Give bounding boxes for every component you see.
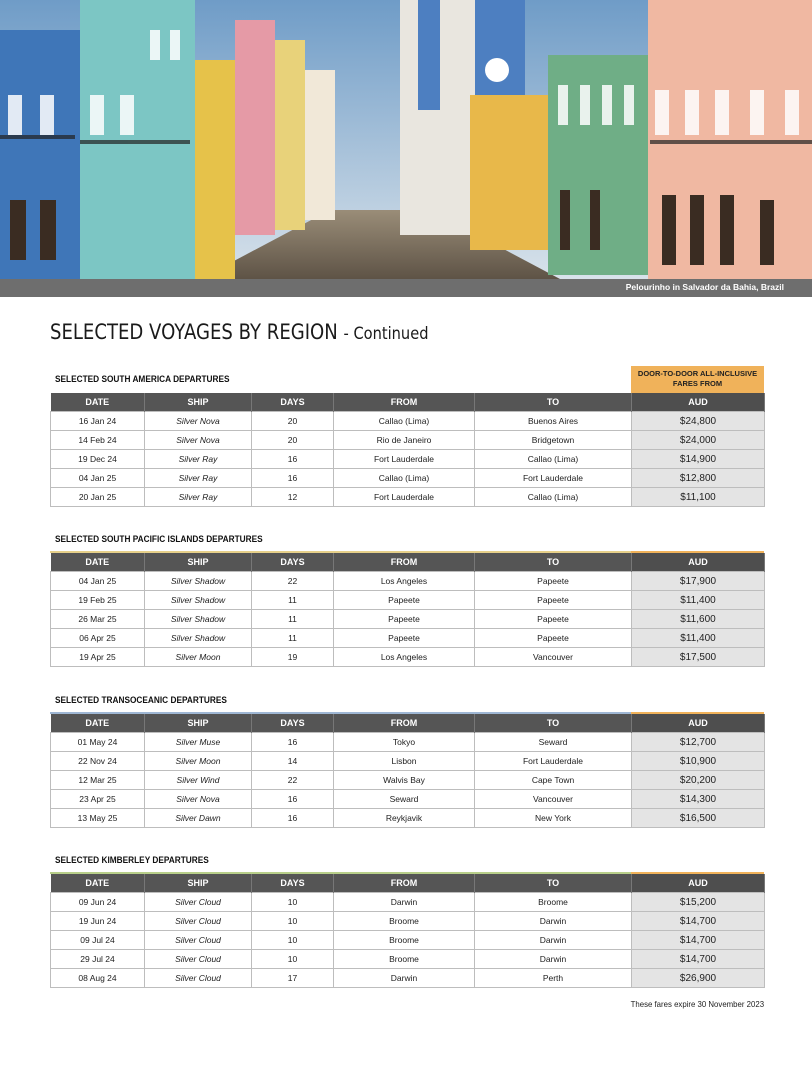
table-row <box>51 809 765 828</box>
col-header-date: DATE <box>51 714 145 733</box>
cell-days: 19 <box>252 648 334 667</box>
cell-from: Broome <box>334 950 475 969</box>
cell-days: 10 <box>252 950 334 969</box>
cell-date: 19 Feb 25 <box>51 591 145 610</box>
col-header-aud: AUD <box>632 553 765 572</box>
col-header-ship: SHIP <box>145 393 252 412</box>
cell-date: 09 Jul 24 <box>51 931 145 950</box>
cell-to: Papeete <box>475 629 632 648</box>
cell-days: 10 <box>252 893 334 912</box>
cell-to: Vancouver <box>475 648 632 667</box>
table-header-row <box>51 714 765 733</box>
cell-from: Reykjavik <box>334 809 475 828</box>
col-header-aud: AUD <box>632 714 765 733</box>
table-row <box>51 591 765 610</box>
cell-from: Los Angeles <box>334 648 475 667</box>
cell-days: 16 <box>252 809 334 828</box>
cell-from: Callao (Lima) <box>334 469 475 488</box>
cell-from: Papeete <box>334 591 475 610</box>
cell-ship: Silver Moon <box>145 752 252 771</box>
cell-from: Callao (Lima) <box>334 412 475 431</box>
col-header-to: TO <box>475 393 632 412</box>
cell-from: Seward <box>334 790 475 809</box>
cell-to: Darwin <box>475 912 632 931</box>
cell-days: 10 <box>252 931 334 950</box>
cell-from: Fort Lauderdale <box>334 450 475 469</box>
cell-from: Rio de Janeiro <box>334 431 475 450</box>
cell-from: Broome <box>334 931 475 950</box>
cell-ship: Silver Shadow <box>145 629 252 648</box>
cell-price: $14,900 <box>632 450 765 469</box>
cell-ship: Silver Nova <box>145 790 252 809</box>
cell-ship: Silver Cloud <box>145 969 252 988</box>
cell-date: 04 Jan 25 <box>51 572 145 591</box>
cell-price: $24,800 <box>632 412 765 431</box>
table-row <box>51 893 765 912</box>
cell-price: $14,700 <box>632 950 765 969</box>
cell-to: Papeete <box>475 591 632 610</box>
cell-to: Callao (Lima) <box>475 488 632 507</box>
cell-date: 22 Nov 24 <box>51 752 145 771</box>
cell-price: $14,700 <box>632 931 765 950</box>
col-header-days: DAYS <box>252 714 334 733</box>
col-header-aud: AUD <box>632 393 765 412</box>
col-header-ship: SHIP <box>145 714 252 733</box>
cell-price: $17,900 <box>632 572 765 591</box>
cell-to: Buenos Aires <box>475 412 632 431</box>
col-header-to: TO <box>475 874 632 893</box>
cell-date: 19 Apr 25 <box>51 648 145 667</box>
cell-date: 08 Aug 24 <box>51 969 145 988</box>
col-header-days: DAYS <box>252 393 334 412</box>
table-row <box>51 431 765 450</box>
page-title-main: SELECTED VOYAGES BY REGION <box>50 320 338 344</box>
cell-date: 04 Jan 25 <box>51 469 145 488</box>
cell-price: $26,900 <box>632 969 765 988</box>
cell-date: 29 Jul 24 <box>51 950 145 969</box>
hero-photo <box>0 0 812 279</box>
col-header-from: FROM <box>334 553 475 572</box>
col-header-date: DATE <box>51 393 145 412</box>
section-title: SELECTED KIMBERLEY DEPARTURES <box>55 855 209 865</box>
cell-price: $11,100 <box>632 488 765 507</box>
voyages-table <box>50 714 765 828</box>
cell-days: 12 <box>252 488 334 507</box>
photo-caption-bar <box>0 279 812 297</box>
cell-date: 09 Jun 24 <box>51 893 145 912</box>
section-title: SELECTED TRANSOCEANIC DEPARTURES <box>55 695 227 705</box>
cell-days: 16 <box>252 733 334 752</box>
voyages-table <box>50 553 765 667</box>
table-header-row <box>51 393 765 412</box>
cell-to: Broome <box>475 893 632 912</box>
table-row <box>51 412 765 431</box>
cell-price: $11,400 <box>632 591 765 610</box>
page-title-continued: - Continued <box>343 324 429 344</box>
cell-from: Darwin <box>334 969 475 988</box>
cell-date: 14 Feb 24 <box>51 431 145 450</box>
cell-to: Papeete <box>475 610 632 629</box>
cell-ship: Silver Nova <box>145 412 252 431</box>
cell-from: Walvis Bay <box>334 771 475 790</box>
cell-to: Cape Town <box>475 771 632 790</box>
cell-date: 01 May 24 <box>51 733 145 752</box>
cell-ship: Silver Shadow <box>145 572 252 591</box>
cell-price: $17,500 <box>632 648 765 667</box>
cell-price: $16,500 <box>632 809 765 828</box>
col-header-date: DATE <box>51 874 145 893</box>
cell-price: $24,000 <box>632 431 765 450</box>
table-row <box>51 790 765 809</box>
table-header-row <box>51 874 765 893</box>
cell-price: $11,600 <box>632 610 765 629</box>
cell-date: 23 Apr 25 <box>51 790 145 809</box>
col-header-aud: AUD <box>632 874 765 893</box>
cell-ship: Silver Ray <box>145 469 252 488</box>
table-row <box>51 771 765 790</box>
cell-date: 06 Apr 25 <box>51 629 145 648</box>
cell-days: 11 <box>252 591 334 610</box>
table-row <box>51 572 765 591</box>
col-header-to: TO <box>475 553 632 572</box>
page-title <box>50 320 428 344</box>
cell-price: $12,800 <box>632 469 765 488</box>
table-row <box>51 969 765 988</box>
cell-date: 16 Jan 24 <box>51 412 145 431</box>
cell-ship: Silver Dawn <box>145 809 252 828</box>
cell-date: 26 Mar 25 <box>51 610 145 629</box>
photo-caption: Pelourinho in Salvador da Bahia, Brazil <box>625 282 784 292</box>
cell-ship: Silver Cloud <box>145 893 252 912</box>
cell-days: 11 <box>252 610 334 629</box>
cell-price: $15,200 <box>632 893 765 912</box>
table-row <box>51 629 765 648</box>
cell-to: Vancouver <box>475 790 632 809</box>
table-row <box>51 912 765 931</box>
cell-to: Fort Lauderdale <box>475 752 632 771</box>
table-row <box>51 488 765 507</box>
cell-days: 11 <box>252 629 334 648</box>
cell-price: $14,700 <box>632 912 765 931</box>
cell-from: Papeete <box>334 610 475 629</box>
table-header-row <box>51 553 765 572</box>
cell-days: 20 <box>252 412 334 431</box>
table-row <box>51 469 765 488</box>
cell-from: Lisbon <box>334 752 475 771</box>
voyages-table <box>50 393 765 507</box>
cell-ship: Silver Ray <box>145 488 252 507</box>
cell-ship: Silver Shadow <box>145 610 252 629</box>
cell-from: Darwin <box>334 893 475 912</box>
cell-days: 14 <box>252 752 334 771</box>
cell-ship: Silver Shadow <box>145 591 252 610</box>
fare-expiry-note: These fares expire 30 November 2023 <box>630 999 764 1009</box>
col-header-from: FROM <box>334 874 475 893</box>
col-header-ship: SHIP <box>145 553 252 572</box>
cell-to: Bridgetown <box>475 431 632 450</box>
cell-days: 17 <box>252 969 334 988</box>
cell-ship: Silver Cloud <box>145 950 252 969</box>
col-header-date: DATE <box>51 553 145 572</box>
cell-price: $10,900 <box>632 752 765 771</box>
cell-to: New York <box>475 809 632 828</box>
cell-price: $14,300 <box>632 790 765 809</box>
cell-days: 22 <box>252 771 334 790</box>
cell-to: Papeete <box>475 572 632 591</box>
section-title: SELECTED SOUTH PACIFIC ISLANDS DEPARTURES <box>55 534 263 544</box>
table-row <box>51 610 765 629</box>
voyages-table <box>50 874 765 988</box>
cell-to: Darwin <box>475 931 632 950</box>
table-row <box>51 752 765 771</box>
cell-to: Darwin <box>475 950 632 969</box>
cell-ship: Silver Nova <box>145 431 252 450</box>
col-header-from: FROM <box>334 714 475 733</box>
cell-ship: Silver Ray <box>145 450 252 469</box>
cell-price: $11,400 <box>632 629 765 648</box>
cell-ship: Silver Moon <box>145 648 252 667</box>
col-header-days: DAYS <box>252 553 334 572</box>
table-row <box>51 648 765 667</box>
col-header-ship: SHIP <box>145 874 252 893</box>
section-title: SELECTED SOUTH AMERICA DEPARTURES <box>55 374 230 384</box>
col-header-to: TO <box>475 714 632 733</box>
cell-days: 20 <box>252 431 334 450</box>
cell-from: Fort Lauderdale <box>334 488 475 507</box>
cell-to: Perth <box>475 969 632 988</box>
cell-price: $20,200 <box>632 771 765 790</box>
cell-to: Callao (Lima) <box>475 450 632 469</box>
cell-ship: Silver Cloud <box>145 931 252 950</box>
table-row <box>51 450 765 469</box>
fare-header-box: DOOR-TO-DOOR ALL-INCLUSIVE FARES FROM <box>631 366 764 393</box>
cell-from: Broome <box>334 912 475 931</box>
table-row <box>51 950 765 969</box>
cell-from: Tokyo <box>334 733 475 752</box>
cell-date: 13 May 25 <box>51 809 145 828</box>
cell-days: 22 <box>252 572 334 591</box>
cell-days: 16 <box>252 790 334 809</box>
cell-days: 16 <box>252 450 334 469</box>
col-header-days: DAYS <box>252 874 334 893</box>
cell-ship: Silver Cloud <box>145 912 252 931</box>
cell-from: Papeete <box>334 629 475 648</box>
cell-date: 12 Mar 25 <box>51 771 145 790</box>
cell-days: 16 <box>252 469 334 488</box>
cell-to: Seward <box>475 733 632 752</box>
cell-ship: Silver Wind <box>145 771 252 790</box>
cell-from: Los Angeles <box>334 572 475 591</box>
col-header-from: FROM <box>334 393 475 412</box>
cell-date: 19 Jun 24 <box>51 912 145 931</box>
cell-to: Fort Lauderdale <box>475 469 632 488</box>
cell-ship: Silver Muse <box>145 733 252 752</box>
table-row <box>51 931 765 950</box>
table-row <box>51 733 765 752</box>
cell-date: 20 Jan 25 <box>51 488 145 507</box>
cell-days: 10 <box>252 912 334 931</box>
cell-date: 19 Dec 24 <box>51 450 145 469</box>
cell-price: $12,700 <box>632 733 765 752</box>
